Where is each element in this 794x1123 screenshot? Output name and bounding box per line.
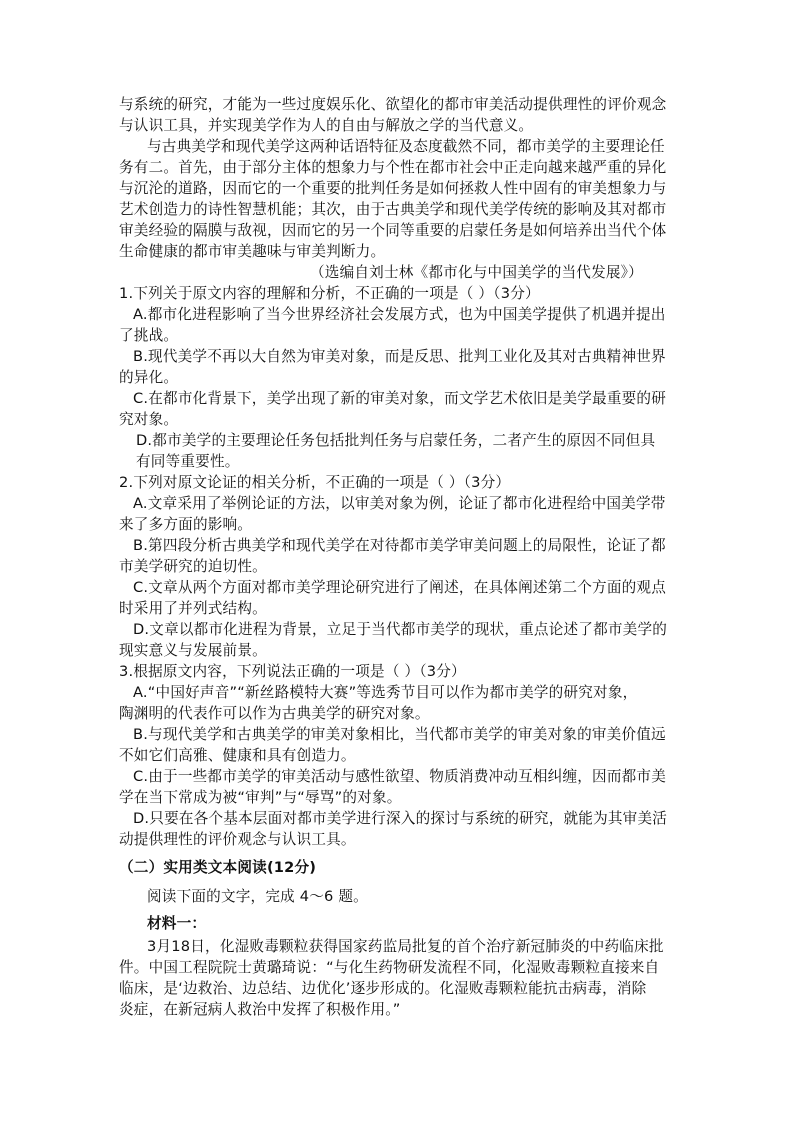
option-c: C.文章从两个方面对都市美学理论研究进行了阐述，在具体阐述第二个方面的观点	[133, 579, 667, 596]
text-line: 与系统的研究，才能为一些过度娱乐化、欲望化的都市审美活动提供理性的评价观念	[119, 96, 667, 113]
option-b: 市美学研究的迫切性。	[119, 558, 267, 575]
option-d: D.文章以都市化进程为背景，立足于当代都市美学的现状，重点论述了都市美学的	[133, 621, 668, 638]
option-d: D.只要在各个基本层面对都市美学进行深入的探讨与系统的研究，就能为其审美活	[133, 810, 668, 827]
text-line: 务有二。首先，由于部分主体的想象力与个性在都市社会中正走向越来越严重的异化	[119, 159, 667, 176]
option-a: 来了多方面的影响。	[119, 516, 253, 533]
text-line: 炎症，在新冠病人救治中发挥了积极作用。”	[119, 1001, 401, 1018]
option-b: 不如它们高雅、健康和具有创造力。	[119, 747, 356, 764]
text-line: 与认识工具，并实现美学作为人的自由与解放之学的当代意义。	[119, 117, 534, 134]
section-title: （二）实用类文本阅读(12分)	[119, 859, 317, 876]
question-stem: 3.根据原文内容，下列说法正确的一项是（ ）（3分）	[119, 663, 466, 680]
option-b: B.与现代美学和古典美学的审美对象相比，当代都市美学的审美对象的审美价值远	[133, 726, 666, 743]
option-c: 究对象。	[119, 411, 179, 428]
material-label: 材料一：	[147, 915, 207, 932]
question-stem: 1.下列关于原文内容的理解和分析，不正确的一项是（ ）（3分）	[119, 285, 540, 302]
option-b: B.现代美学不再以大自然为审美对象，而是反思、批判工业化及其对古典精神世界	[133, 348, 666, 365]
source-citation: （选编自刘士林《都市化与中国美学的当代发展》）	[310, 264, 643, 281]
option-b: 的异化。	[119, 369, 179, 386]
text-line: 艺术创造力的诗性智慧机能；其次，由于古典美学和现代美学传统的影响及其对都市	[119, 201, 667, 218]
option-b: B.第四段分析古典美学和现代美学在对待都市美学审美问题上的局限性，论证了都	[133, 537, 666, 554]
text-line: 与沉沦的道路，因而它的一个重要的批判任务是如何拯救人性中固有的审美想象力与	[119, 180, 667, 197]
option-c: 时采用了并列式结构。	[119, 600, 267, 617]
option-a: A.都市化进程影响了当今世界经济社会发展方式，也为中国美学提供了机遇并提出	[133, 306, 666, 323]
option-a: A.“中国好声音”“新丝路模特大赛”等选秀节目可以作为都市美学的研究对象，	[133, 684, 638, 701]
text-line: 件。中国工程院院士黄璐琦说：“与化生药物研发流程不同，化湿败毒颗粒直接来自	[119, 959, 660, 976]
option-d: D.都市美学的主要理论任务包括批判任务与启蒙任务，二者产生的原因不同但具	[136, 432, 656, 449]
option-c: C.由于一些都市美学的审美活动与感性欲望、物质消费冲动互相纠缠，因而都市美	[133, 768, 667, 785]
text-line: 临床，是‘边救治、边总结、边优化’逐步形成的。化湿败毒颗粒能抗击病毒，消除	[119, 980, 647, 997]
text-line: 审美经验的隔膜与敌视，因而它的另一个同等重要的启蒙任务是如何培养出当代个体	[119, 222, 667, 239]
option-a: 陶渊明的代表作可以作为古典美学的研究对象。	[119, 705, 430, 722]
option-a: 了挑战。	[119, 327, 179, 344]
option-d: 现实意义与发展前景。	[119, 642, 267, 659]
text-line: 3月18日，化湿败毒颗粒获得国家药监局批复的首个治疗新冠肺炎的中药临床批	[147, 938, 664, 955]
option-c: 学在当下常成为被“审判”与“辱骂”的对象。	[119, 789, 402, 806]
text-line: 与古典美学和现代美学这两种话语特征及态度截然不同，都市美学的主要理论任	[147, 138, 665, 155]
text-line: 生命健康的都市审美趣味与审美判断力。	[119, 243, 386, 260]
question-stem: 2.下列对原文论证的相关分析，不正确的一项是（ ）（3分）	[119, 474, 511, 491]
option-a: A.文章采用了举例论证的方法，以审美对象为例，论证了都市化进程给中国美学带	[133, 495, 666, 512]
option-c: C.在都市化背景下，美学出现了新的审美对象，而文学艺术依旧是美学最重要的研	[133, 390, 667, 407]
option-d: 有同等重要性。	[136, 453, 240, 470]
option-d: 动提供理性的评价观念与认识工具。	[119, 831, 356, 848]
section-instruction: 阅读下面的文字，完成 4～6 题。	[147, 888, 368, 905]
